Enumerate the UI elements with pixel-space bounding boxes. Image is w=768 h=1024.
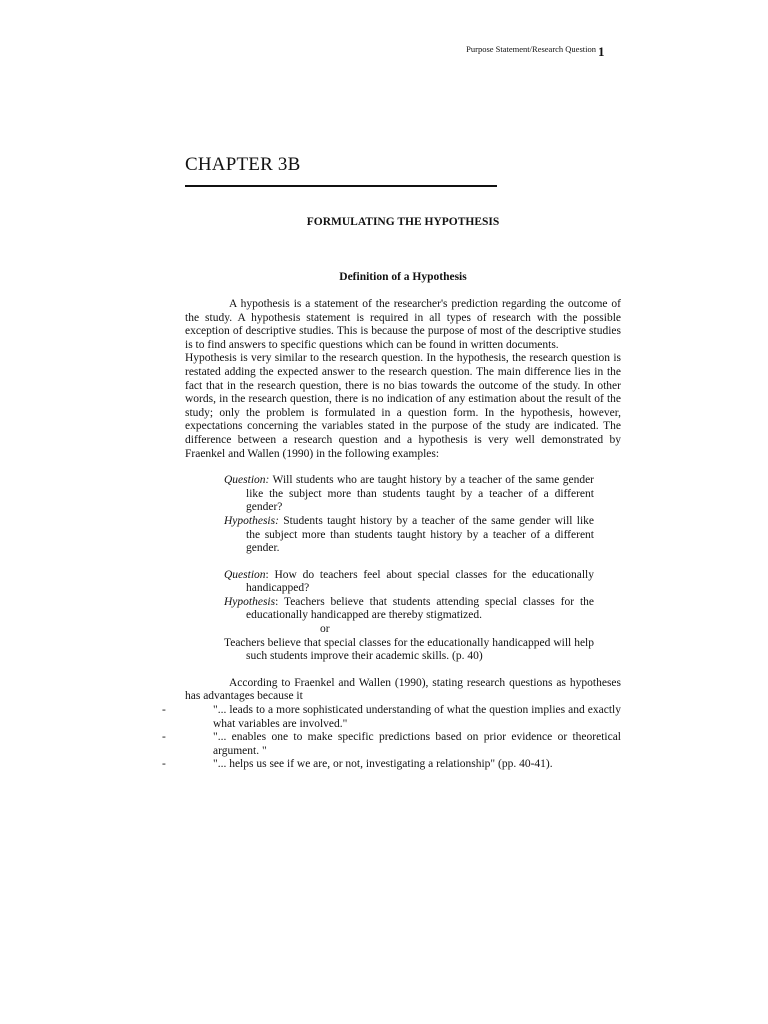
hypothesis-label: Hypothesis: xyxy=(224,514,279,527)
section-subtitle: Definition of a Hypothesis xyxy=(339,271,467,283)
example-1-hypothesis xyxy=(224,515,594,556)
question-text: Will students who are taught history by a teacher of the same gender like the subject more than students taught by a teacher of a different gender? xyxy=(246,474,594,514)
list-item-text: "... enables one to make specific predictions based on prior evidence or theoretical argument. " xyxy=(213,731,621,757)
list-item xyxy=(162,731,621,758)
advantages-list xyxy=(162,704,621,772)
or-separator: or xyxy=(320,623,330,636)
example-2-question xyxy=(224,569,594,596)
list-item xyxy=(162,758,621,772)
dash-bullet: - xyxy=(162,731,166,744)
question-text: : How do teachers feel about special classes for the educationally handicapped? xyxy=(246,568,594,595)
dash-bullet: - xyxy=(162,758,166,771)
body-text xyxy=(162,298,621,772)
advantages-lead: According to Fraenkel and Wallen (1990), stating research questions as hypotheses has advantages because it xyxy=(185,676,621,703)
list-item xyxy=(162,704,621,731)
running-head: Purpose Statement/Research Question xyxy=(466,44,596,54)
example-2-hypothesis xyxy=(224,596,594,623)
chapter-title: CHAPTER 3B xyxy=(185,154,301,175)
example-1-question xyxy=(224,474,594,515)
question-label: Question: xyxy=(224,474,270,487)
list-item-text: "... helps us see if we are, or not, investigating a relationship" (pp. 40-41). xyxy=(213,758,553,771)
hypothesis-text: : Teachers believe that students attending special classes for the educationally handicapped are thereby stigmatized. xyxy=(246,595,594,622)
example-2-alternative: Teachers believe that special classes for the educationally handicapped will help such students improve their academic skills. (p. 40) xyxy=(224,636,594,663)
chapter-rule xyxy=(185,185,497,187)
example-block xyxy=(224,474,594,664)
hypothesis-text: Students taught history by a teacher of the same gender will like the subject more than students taught history by a teacher of a different gender. xyxy=(246,514,594,555)
page-number: 1 xyxy=(598,44,605,59)
section-title: FORMULATING THE HYPOTHESIS xyxy=(306,216,500,228)
list-item-text: "... leads to a more sophisticated understanding of what the question implies and exactly what variables are involved." xyxy=(213,704,621,730)
question-label: Question xyxy=(224,568,266,581)
dash-bullet: - xyxy=(162,704,166,717)
hypothesis-label: Hypothesis xyxy=(224,595,276,608)
paragraph-comparison: Hypothesis is very similar to the research question. In the hypothesis, the research question is restated adding the expected answer to the research question. The main difference lies in the fact that in the research question, there is no bias towards the outcome of the study. In other words, in the research question, there is no indication of any estimation about the result of the study; only the problem is formulated in a question form. In the hypothesis, however, expectations concerning the variables stated in the purpose of the study are indicated. The difference between a research question and a hypothesis is very well demonstrated by Fraenkel and Wallen (1990) in the following examples: xyxy=(185,352,621,460)
paragraph-definition: A hypothesis is a statement of the researcher's prediction regarding the outcome of the study. A hypothesis statement is required in all types of research with the possible exception of descriptive studies. This is because the purpose of most of the descriptive studies is to find answers to specific questions which can be found in written documents. xyxy=(185,298,621,351)
